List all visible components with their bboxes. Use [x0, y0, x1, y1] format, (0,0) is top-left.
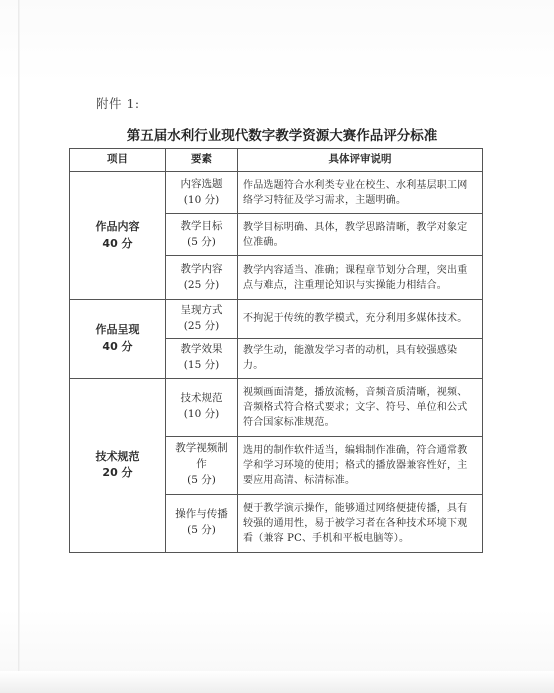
header-item: 项目 [70, 149, 166, 172]
element-points: (25 分) [183, 319, 220, 332]
element-points: (15 分) [183, 359, 220, 371]
element-cell [166, 338, 238, 378]
group-name: 作品呈现 [95, 323, 140, 337]
table-row [70, 172, 483, 214]
element-points: (10 分) [183, 408, 220, 420]
element-points: (25 分) [183, 278, 220, 291]
element-points: (10 分) [183, 193, 220, 206]
element-points: (5 分) [187, 524, 216, 536]
group-score: 40 分 [102, 236, 133, 250]
description-cell: 不拘泥于传统的教学模式，充分利用多媒体技术。 [238, 300, 483, 339]
element-cell [166, 214, 238, 256]
description-cell: 教学生动，能激发学习者的动机，具有较强感染力。 [238, 338, 483, 378]
attachment-label: 附件 1: [96, 96, 140, 111]
element-cell [166, 436, 238, 494]
element-points: (5 分) [187, 235, 216, 248]
element-cell [166, 256, 238, 300]
element-cell [166, 494, 238, 552]
table-header-row [70, 149, 483, 172]
description-cell: 教学目标明确、具体，教学思路清晰，教学对象定位准确。 [238, 214, 483, 256]
group-name: 作品内容 [95, 220, 140, 233]
element-cell [166, 378, 238, 436]
group-cell-technical [70, 378, 166, 552]
page-edge-shadow [18, 0, 20, 693]
header-element: 要素 [166, 149, 238, 172]
description-cell: 选用的制作软件适当，编辑制作准确，符合通常教学和学习环境的使用；格式的播放器兼容性好，主要应用高清、标清标准。 [238, 436, 483, 494]
element-name: 教学目标 [180, 219, 223, 232]
element-name: 呈现方式 [180, 304, 223, 316]
group-score: 40 分 [102, 339, 133, 353]
description-cell: 教学内容适当、准确；课程章节划分合理，突出重点与难点，注重理论知识与实操能力相结合。 [238, 256, 483, 300]
description-cell: 作品选题符合水利类专业在校生、水利基层职工网络学习特征及学习需求，主题明确。 [238, 172, 483, 214]
element-cell [166, 172, 238, 214]
element-name: 操作与传播 [175, 508, 228, 521]
page-bottom-shadow [0, 671, 554, 693]
element-name: 技术规范 [180, 392, 223, 405]
table-row [70, 378, 483, 436]
document-title: 第五届水利行业现代数字教学资源大赛作品评分标准 [126, 128, 438, 144]
scoring-criteria-table [69, 148, 483, 553]
group-cell-presentation [70, 300, 166, 379]
description-cell: 视频画面清楚，播放流畅，音频音质清晰，视频、音频格式符合格式要求；文字、符号、单位和公式符合国家标准规范。 [238, 378, 483, 436]
group-cell-content [70, 172, 166, 300]
element-cell [166, 300, 238, 339]
element-points: (5 分) [187, 473, 216, 486]
table-row [70, 300, 483, 339]
element-name: 教学效果 [180, 343, 223, 356]
element-name: 教学内容 [180, 262, 223, 275]
group-name: 技术规范 [95, 449, 140, 463]
header-description: 具体评审说明 [238, 149, 483, 172]
description-cell: 便于教学演示操作，能够通过网络便捷传播，具有较强的通用性，易于被学习者在各种技术环境下观看（兼容 PC、手机和平板电脑等）。 [238, 494, 483, 552]
element-name: 内容选题 [180, 177, 223, 190]
group-score: 20 分 [102, 466, 133, 479]
element-name: 教学视频制作 [175, 442, 228, 471]
